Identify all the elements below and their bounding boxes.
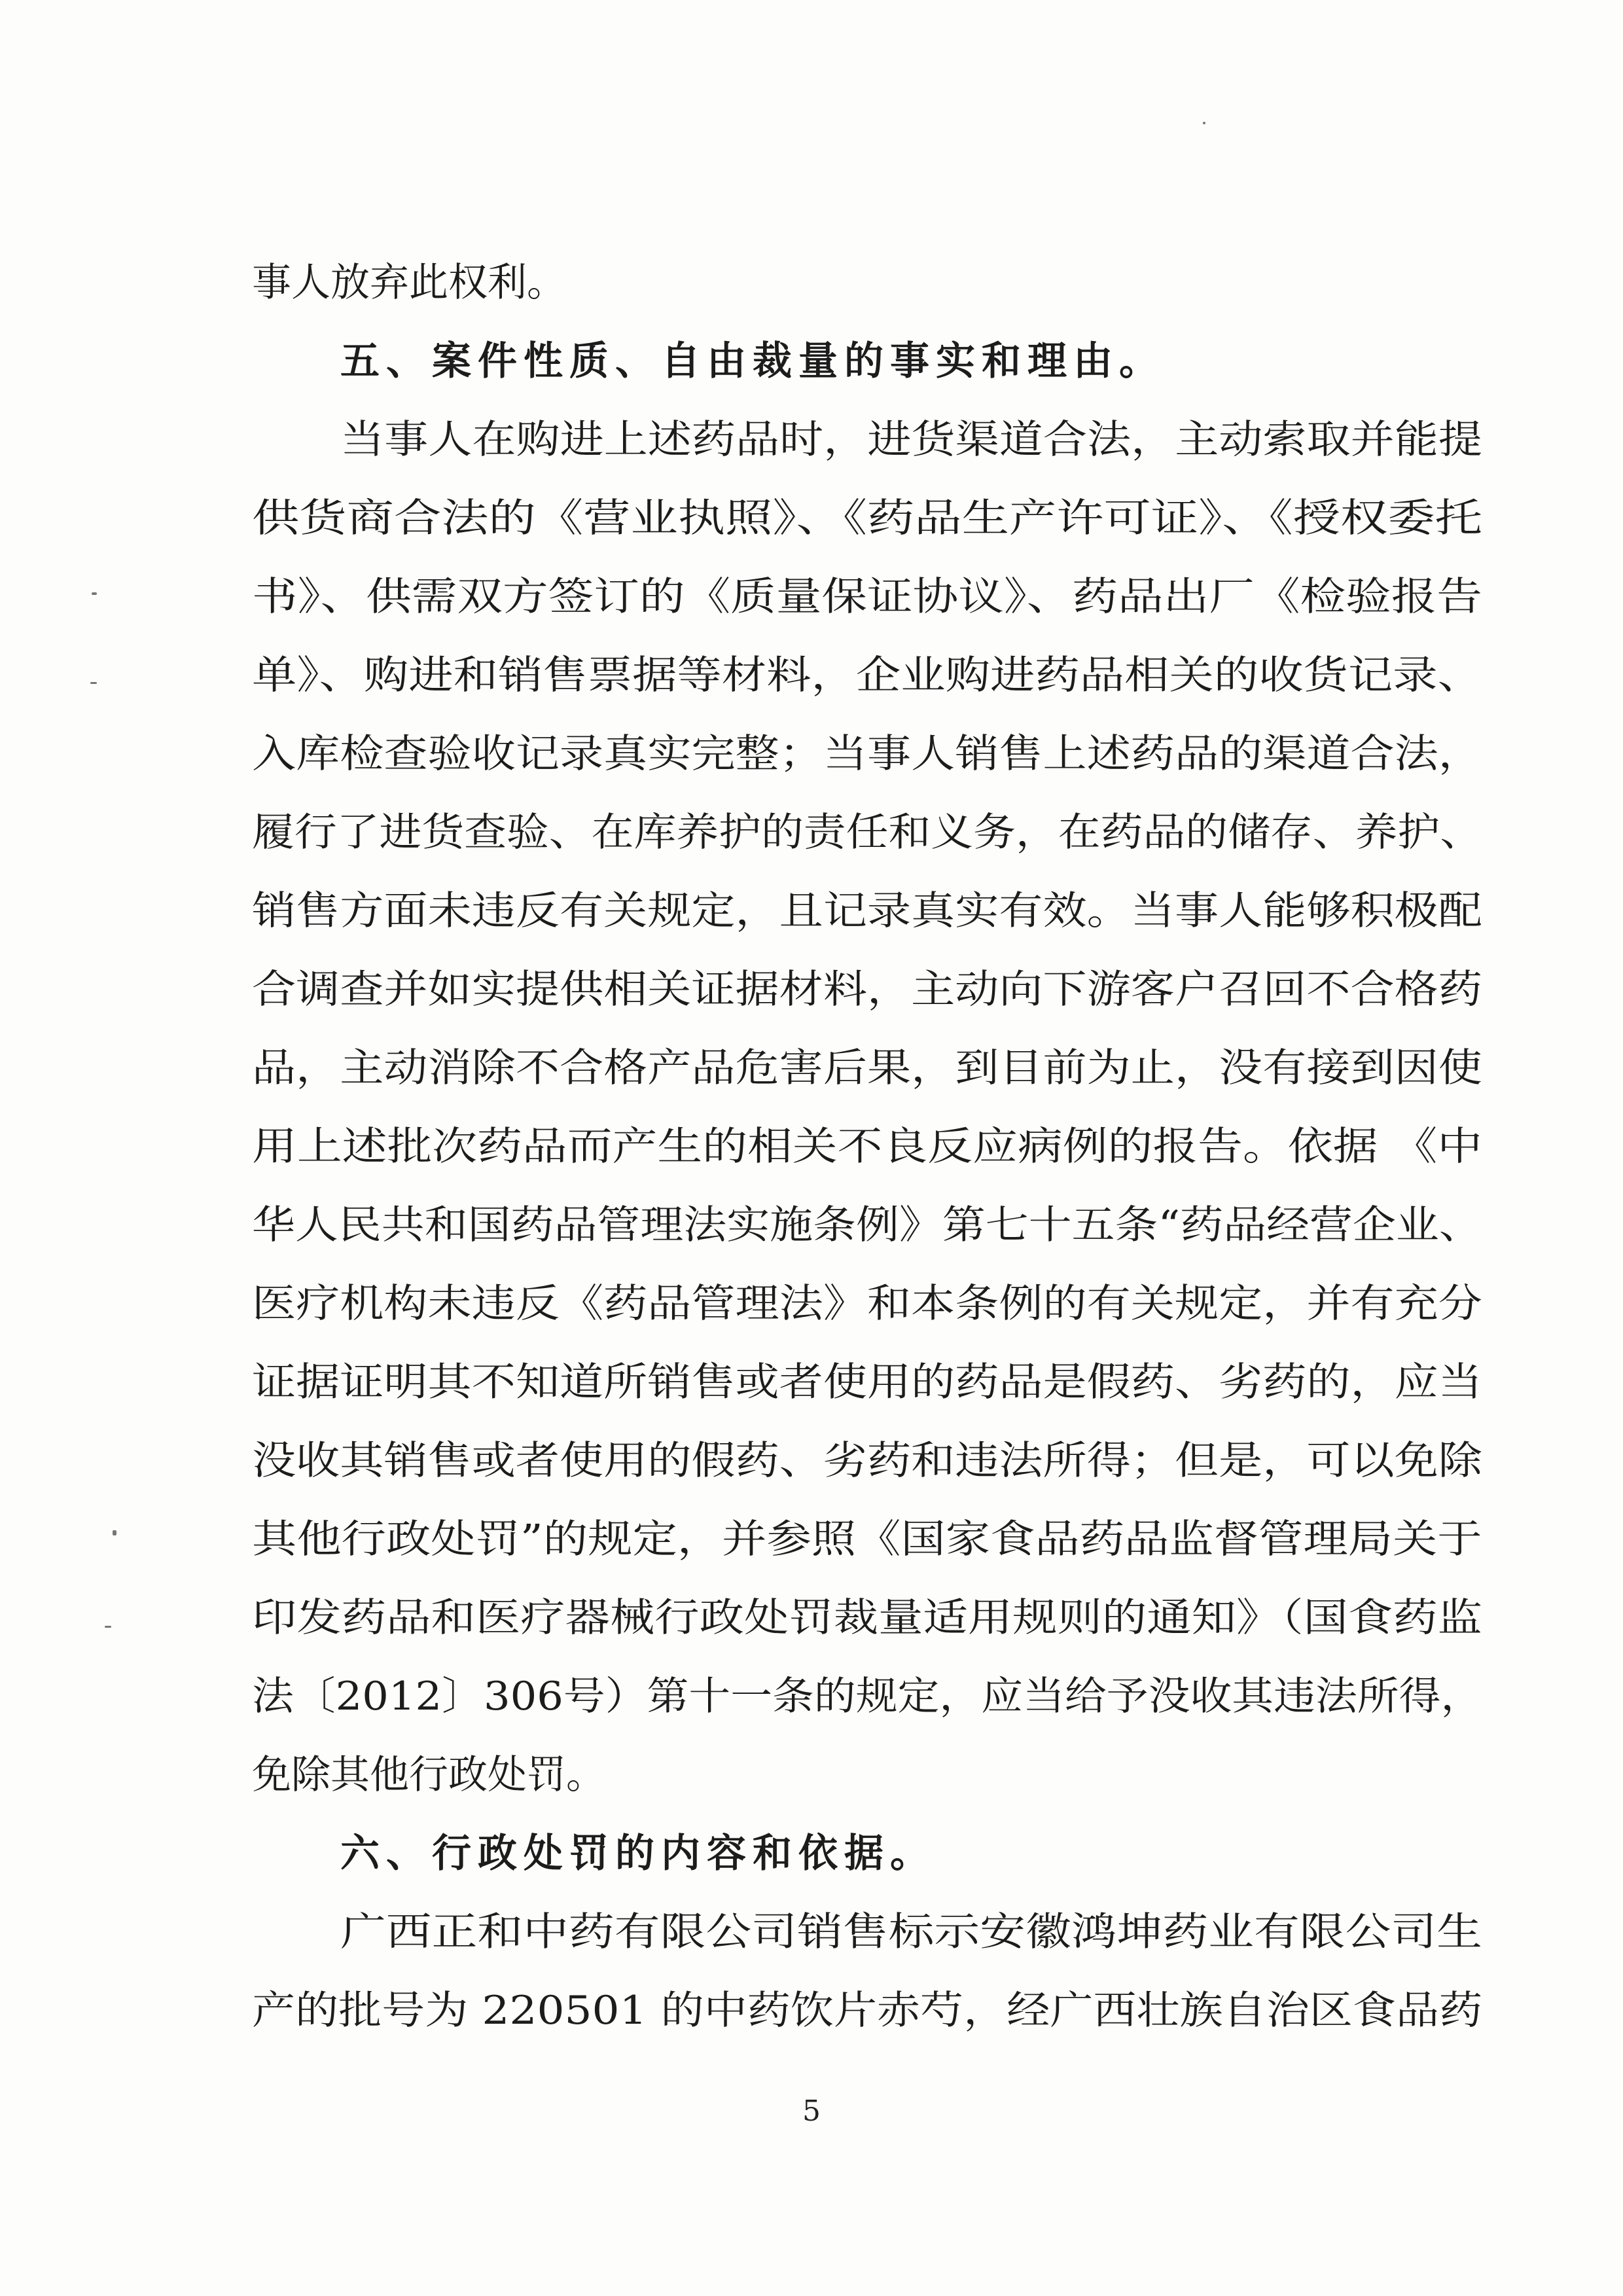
text-line-content: 其他行政处罚”的规定，并参照《国家食品药品监督管理局关于 bbox=[252, 1516, 1482, 1562]
scan-speck bbox=[92, 592, 97, 595]
text-line bbox=[252, 636, 1482, 715]
text-line bbox=[252, 1500, 1482, 1579]
text-line-content: 供货商合法的《营业执照》、《药品生产许可证》、《授权委托 bbox=[252, 495, 1482, 541]
section-heading-text: 六、行政处罚的内容和依据。 bbox=[340, 1831, 936, 1876]
scan-speck bbox=[105, 1626, 111, 1628]
text-line-content: 品，主动消除不合格产品危害后果，到目前为止，没有接到因使 bbox=[252, 1045, 1482, 1091]
text-line bbox=[252, 1343, 1482, 1422]
text-line bbox=[252, 1029, 1482, 1107]
text-line bbox=[252, 1186, 1482, 1265]
text-line bbox=[252, 1265, 1482, 1343]
text-line-content: 事人放弃此权利。 bbox=[252, 260, 566, 306]
text-line-content: 入库检查验收记录真实完整；当事人销售上述药品的渠道合法， bbox=[252, 731, 1482, 777]
document-body bbox=[252, 243, 1482, 2050]
scan-speck bbox=[1203, 122, 1205, 124]
text-line bbox=[252, 872, 1482, 950]
text-line-content: 书》、供需双方签订的《质量保证协议》、药品出厂《检验报告 bbox=[252, 574, 1483, 620]
text-line bbox=[252, 1657, 1482, 1736]
section-heading bbox=[252, 1814, 1482, 1893]
text-line-content: 医疗机构未违反《药品管理法》和本条例的有关规定，并有充分 bbox=[252, 1281, 1482, 1327]
scan-speck bbox=[90, 682, 97, 684]
text-line-content: 没收其销售或者使用的假药、劣药和违法所得；但是，可以免除 bbox=[252, 1438, 1482, 1484]
text-line-content: 产的批号为 220501 的中药饮片赤芍，经广西壮族自治区食品药 bbox=[252, 1988, 1483, 2034]
text-line bbox=[252, 558, 1482, 636]
text-line bbox=[252, 715, 1482, 793]
text-line-content: 印发药品和医疗器械行政处罚裁量适用规则的通知》（国食药监 bbox=[252, 1595, 1483, 1641]
text-line bbox=[252, 243, 1482, 322]
text-line-content: 销售方面未违反有关规定，且记录真实有效。当事人能够积极配 bbox=[252, 888, 1482, 934]
text-line-content: 华人民共和国药品管理法实施条例》第七十五条“药品经营企业、 bbox=[252, 1202, 1482, 1248]
text-line bbox=[252, 1579, 1482, 1657]
text-line-content: 证据证明其不知道所销售或者使用的药品是假药、劣药的，应当 bbox=[252, 1359, 1482, 1405]
text-line bbox=[252, 1893, 1482, 1971]
text-line bbox=[252, 1736, 1482, 1814]
text-line-content: 单》、购进和销售票据等材料，企业购进药品相关的收货记录、 bbox=[252, 653, 1483, 698]
section-heading bbox=[252, 322, 1482, 401]
text-line-content: 合调查并如实提供相关证据材料，主动向下游客户召回不合格药 bbox=[252, 967, 1482, 1013]
text-line bbox=[252, 950, 1482, 1029]
text-line bbox=[252, 1107, 1482, 1186]
section-heading-text: 五、案件性质、自由裁量的事实和理由。 bbox=[340, 338, 1165, 384]
scan-speck bbox=[113, 1530, 116, 1535]
text-line-content: 履行了进货查验、在库养护的责任和义务，在药品的储存、养护、 bbox=[252, 810, 1483, 855]
text-line-content: 免除其他行政处罚。 bbox=[252, 1752, 605, 1798]
text-line bbox=[252, 793, 1482, 872]
text-line bbox=[252, 401, 1482, 479]
text-line-content: 法〔2012〕306号）第十一条的规定，应当给予没收其违法所得， bbox=[252, 1674, 1483, 1719]
text-line-content: 广西正和中药有限公司销售标示安徽鸿坤药业有限公司生 bbox=[340, 1909, 1482, 1955]
text-line bbox=[252, 479, 1482, 558]
text-line bbox=[252, 1422, 1482, 1500]
text-line-content: 用上述批次药品而产生的相关不良反应病例的报告。依据 《中 bbox=[252, 1124, 1483, 1170]
page-number: 5 bbox=[802, 2094, 821, 2128]
text-line-content: 当事人在购进上述药品时，进货渠道合法，主动索取并能提 bbox=[340, 417, 1483, 463]
text-line bbox=[252, 1971, 1482, 2050]
